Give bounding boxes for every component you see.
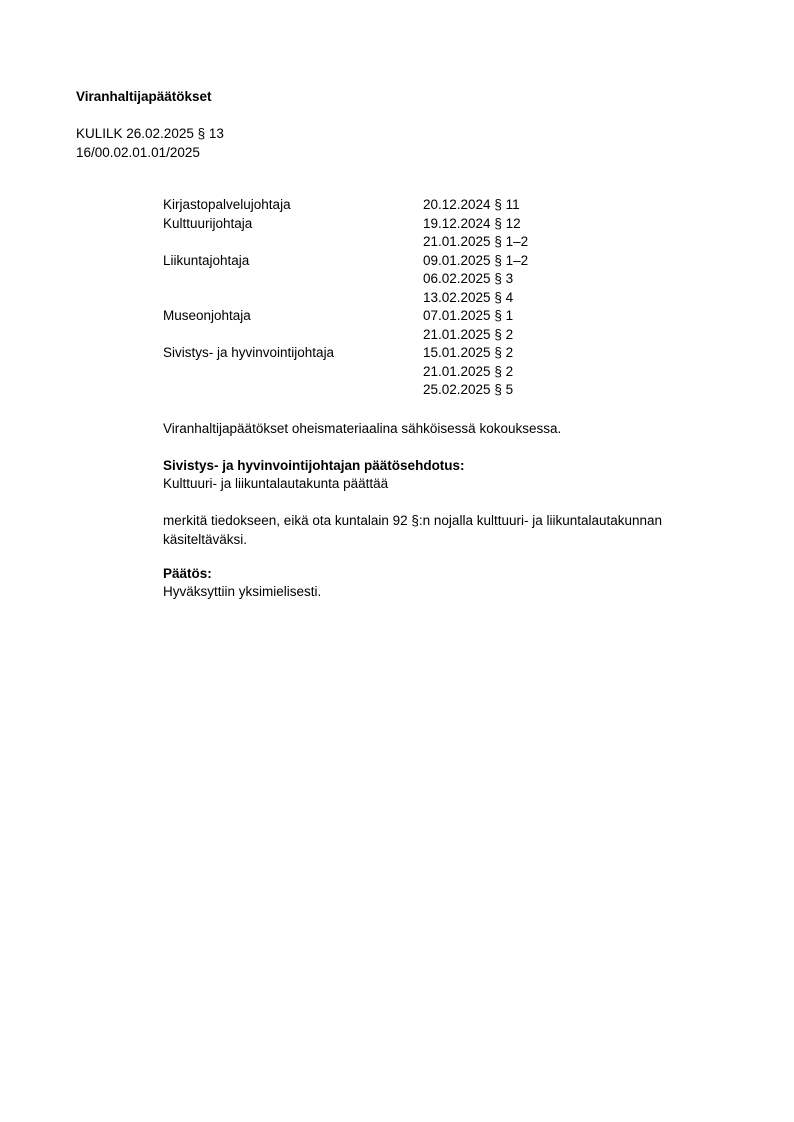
document-title: Viranhaltijapäätökset [76,89,212,104]
decision-role: Sivistys- ja hyvinvointijohtaja [163,345,335,360]
decision-date: 07.01.2025 § 1 [423,308,514,323]
proposal-text: merkitä tiedokseen, eikä ota kuntalain 92 §:n nojalla kulttuuri- ja liikuntalautakunnan käsiteltäväksi. [163,513,663,547]
decision-role: Kulttuurijohtaja [163,215,253,231]
decision-heading: Päätös: [163,566,212,581]
attachment-note: Viranhaltijapäätökset oheismateriaalina sähköisessä kokouksessa. [163,421,562,436]
decision-date: 09.01.2025 § 1–2 [423,252,529,268]
proposal-heading: Sivistys- ja hyvinvointijohtajan päätösehdotus: [163,458,465,473]
record-number: 16/00.02.01.01/2025 [76,145,200,160]
decision-date: 21.01.2025 § 2 [423,363,514,379]
decision-date: 21.01.2025 § 2 [423,326,514,342]
decision-date: 06.02.2025 § 3 [423,271,514,286]
decision-date: 19.12.2024 § 12 [423,215,521,231]
decision-role: Museonjohtaja [163,308,251,323]
decision-date: 25.02.2025 § 5 [423,382,514,397]
decision-date: 15.01.2025 § 2 [423,345,514,360]
decision-role: Liikuntajohtaja [163,252,250,268]
decision-date: 20.12.2024 § 11 [423,197,520,212]
proposal-intro: Kulttuuri- ja liikuntalautakunta päättää [163,476,389,491]
decision-date: 21.01.2025 § 1–2 [423,234,529,249]
decision-role: Kirjastopalvelujohtaja [163,197,291,212]
decision-text: Hyväksyttiin yksimielisesti. [163,584,322,599]
meeting-reference: KULILK 26.02.2025 § 13 [76,126,224,141]
decision-date: 13.02.2025 § 4 [423,289,514,305]
